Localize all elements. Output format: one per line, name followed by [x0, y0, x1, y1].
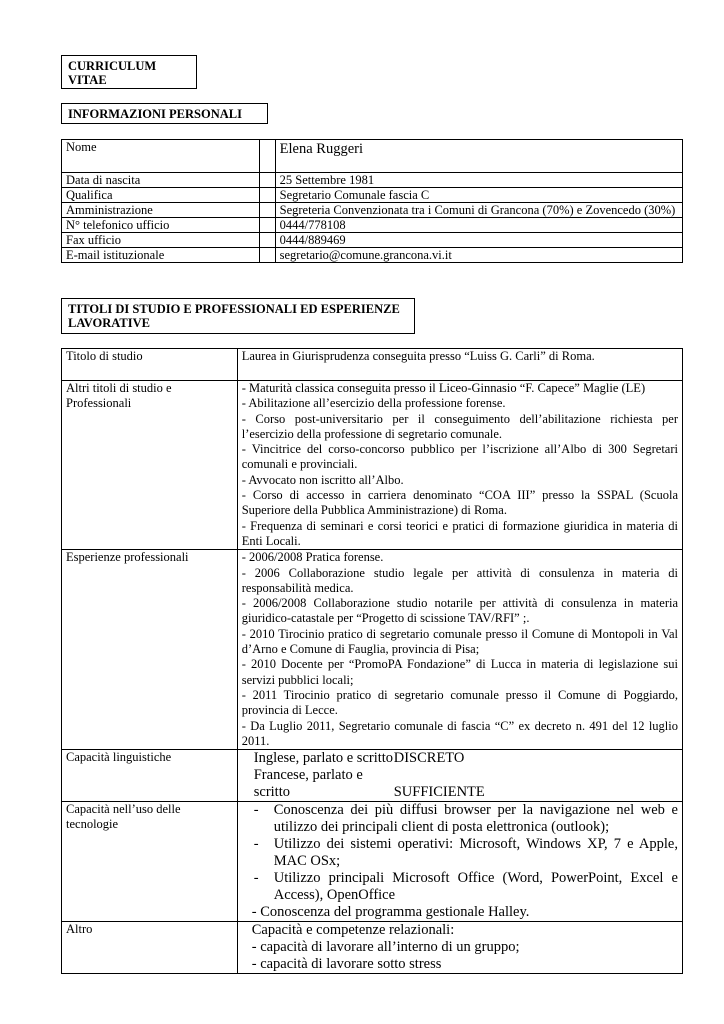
list-item: - 2011 Tirocinio pratico di segretario comunale presso il Comune di Poggiardo, provincia di Lecce. — [241, 687, 678, 718]
row-label-data-nascita: Data di nascita — [62, 173, 260, 188]
list-item: - 2006/2008 Collaborazione studio notarile per attività di consulenza in materia giuridico-catastale per “Progetto di scissione TAV/RFI” ;. — [241, 596, 678, 626]
list-item: - Frequenza di seminari e corsi teorici e pratici di formazione giuridica in materia di Enti Locali. — [241, 518, 678, 548]
spacer-cell — [259, 140, 275, 173]
language-name: Francese, parlato e scritto — [253, 767, 363, 801]
row-value-qualifica: Segretario Comunale fascia C — [275, 188, 682, 203]
row-label-nome: Nome — [62, 140, 260, 173]
studies-section-title-box — [61, 298, 415, 334]
list-item: - Vincitrice del corso-concorso pubblico per l’iscrizione all’Albo di 300 Segretari comunali e provinciali. — [241, 442, 678, 472]
table-row — [62, 381, 683, 550]
personal-section-title-box — [61, 103, 268, 124]
altro-value — [237, 922, 682, 974]
list-item: - 2010 Tirocinio pratico di segretario comunale presso il Comune di Montopoli in Val d’Arno e Comune di Fauglia, provincia di Pisa; — [241, 626, 678, 657]
altri-titoli-label: Altri titoli di studio e Professionali — [62, 381, 238, 550]
studies-table — [61, 348, 683, 974]
table-row — [62, 140, 683, 173]
tecnologie-label: Capacità nell’uso delle tecnologie — [62, 802, 238, 922]
row-label-qualifica: Qualifica — [62, 188, 260, 203]
spacer-cell — [259, 173, 275, 188]
spacer-cell — [259, 218, 275, 233]
lingue-label: Capacità linguistiche — [62, 750, 238, 802]
altro-label: Altro — [62, 922, 238, 974]
list-item: - Utilizzo principali Microsoft Office (Word, PowerPoint, Excel e Access), OpenOffice — [274, 870, 678, 904]
row-value-fax: 0444/889469 — [275, 233, 682, 248]
personal-section-title: INFORMAZIONI PERSONALI — [68, 107, 242, 121]
table-row — [62, 349, 683, 381]
studies-section-title: TITOLI DI STUDIO E PROFESSIONALI ED ESPERIENZE LAVORATIVE — [68, 302, 400, 330]
table-row — [62, 203, 683, 218]
list-item — [254, 767, 678, 801]
row-value-telefono: 0444/778108 — [275, 218, 682, 233]
row-value-email: segretario@comune.grancona.vi.it — [275, 248, 682, 263]
row-label-amministrazione: Amministrazione — [62, 203, 260, 218]
spacer-cell — [259, 233, 275, 248]
list-item: - Conoscenza del programma gestionale Halley. — [251, 904, 530, 921]
row-label-telefono: N° telefonico ufficio — [62, 218, 260, 233]
list-item: - Abilitazione all’esercizio della professione forense. — [241, 396, 506, 411]
esperienze-label: Esperienze professionali — [62, 550, 238, 750]
list-item: - capacità di lavorare sotto stress — [251, 956, 442, 973]
titolo-studio-label: Titolo di studio — [62, 349, 238, 381]
list-item: - 2010 Docente per “PromoPA Fondazione” di Lucca in materia di legislazione sui servizi pubblici locali; — [241, 657, 678, 687]
table-row — [62, 188, 683, 203]
row-label-fax: Fax ufficio — [62, 233, 260, 248]
table-row — [62, 218, 683, 233]
table-row — [62, 173, 683, 188]
list-item: - 2006 Collaborazione studio legale per attività di consulenza in materia di responsabilità medica. — [241, 565, 678, 595]
list-item: - Corso di accesso in carriera denominato “COA III” presso la SSPAL (Scuola Superiore della Pubblica Amministrazione) di Roma. — [241, 488, 678, 518]
list-item: - Corso post-universitario per il conseguimento dell’abilitazione richiesta per l’esercizio della professione di segretario comunale. — [241, 411, 678, 441]
personal-info-table — [61, 139, 683, 263]
language-level: SUFFICIENTE — [393, 784, 485, 801]
lingue-value — [237, 750, 682, 802]
tecnologie-value — [237, 802, 682, 922]
row-label-email: E-mail istituzionale — [62, 248, 260, 263]
spacer-cell — [259, 188, 275, 203]
list-item: - Conoscenza dei più diffusi browser per la navigazione nel web e utilizzo dei principali client di posta elettronica (outlook); — [274, 802, 678, 836]
list-item: Capacità e competenze relazionali: — [251, 922, 455, 939]
cv-title: CURRICULUM VITAE — [68, 59, 157, 87]
list-item: - Utilizzo dei sistemi operativi: Microsoft, Windows XP, 7 e Apple, MAC OSx; — [274, 836, 678, 870]
list-item: - capacità di lavorare all’interno di un gruppo; — [251, 939, 520, 956]
spacer-cell — [259, 203, 275, 218]
row-value-amministrazione: Segreteria Convenzionata tra i Comuni di Grancona (70%) e Zovencedo (30%) — [275, 203, 682, 218]
list-item: - Maturità classica conseguita presso il Liceo-Ginnasio “F. Capece” Maglie (LE) — [241, 381, 646, 395]
row-value-data-nascita: 25 Settembre 1981 — [275, 173, 682, 188]
altri-titoli-value — [237, 381, 682, 550]
language-name: Inglese, parlato e scritto — [253, 750, 394, 767]
table-row — [62, 802, 683, 922]
list-item — [254, 750, 678, 767]
table-row — [62, 750, 683, 802]
row-value-nome: Elena Ruggeri — [275, 140, 682, 173]
table-row — [62, 233, 683, 248]
table-row — [62, 550, 683, 750]
cv-title-box — [61, 55, 197, 89]
list-item: - 2006/2008 Pratica forense. — [241, 550, 384, 565]
esperienze-value — [237, 550, 682, 750]
list-item: - Avvocato non iscritto all’Albo. — [241, 472, 404, 487]
language-level: DISCRETO — [393, 750, 465, 767]
titolo-studio-value: Laurea in Giurisprudenza conseguita presso “Luiss G. Carli” di Roma. — [237, 349, 682, 381]
spacer-cell — [259, 248, 275, 263]
table-row — [62, 922, 683, 974]
table-row — [62, 248, 683, 263]
list-item: - Da Luglio 2011, Segretario comunale di fascia “C” ex decreto n. 491 del 12 luglio 2011. — [241, 718, 678, 748]
